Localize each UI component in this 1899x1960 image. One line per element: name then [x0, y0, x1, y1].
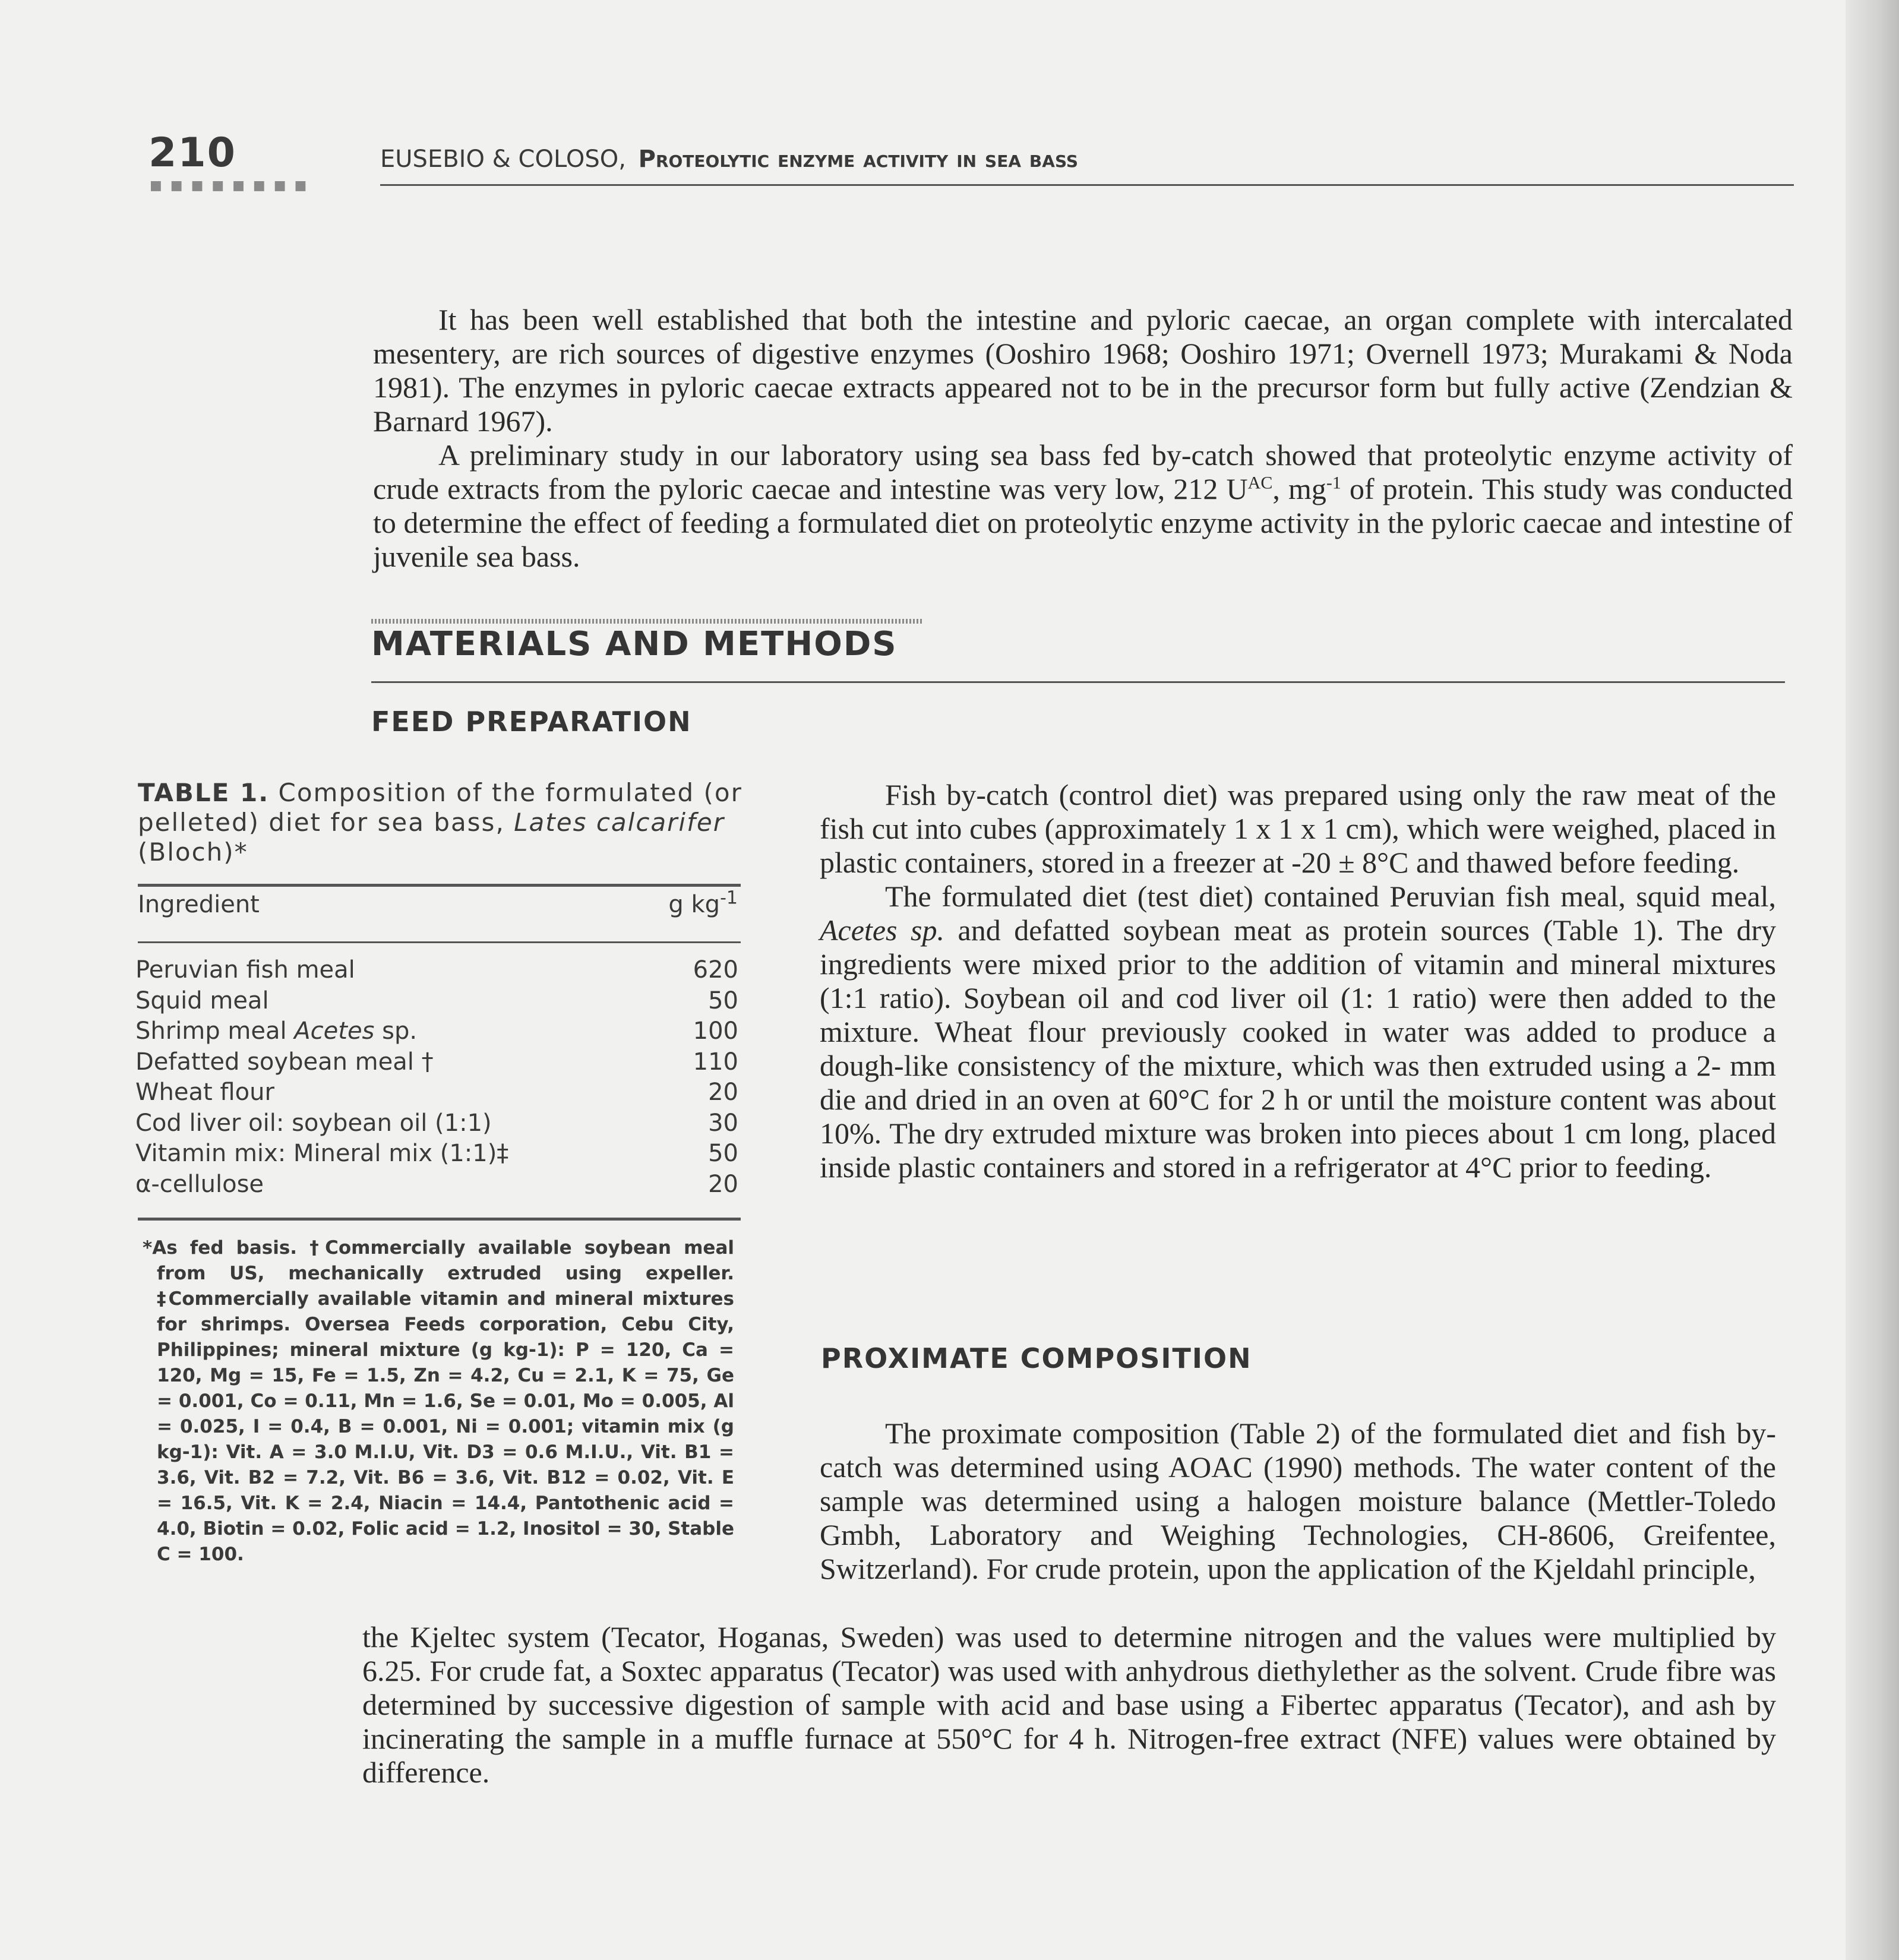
ingredient-name-genus: Acetes: [294, 1017, 375, 1045]
proximate-composition-heading: PROXIMATE COMPOSITION: [821, 1342, 1252, 1374]
table-header: [138, 887, 738, 918]
ingredient-value: 20: [708, 1079, 738, 1106]
table-label: TABLE 1.: [138, 778, 270, 807]
table-footnote: [140, 1235, 734, 1567]
intro-p2-part-c: of protein. This study was conducted to determine the effect of feeding a formulated diet on proteolytic enzyme activity in the pyloric caecae and intestine of juvenile sea bass.: [373, 472, 1793, 573]
ingredient-value: 30: [708, 1109, 738, 1137]
intro-p2-sup-ac: AC: [1247, 473, 1273, 493]
section-title: MATERIALS AND METHODS: [371, 625, 898, 663]
intro-p2-sup-minus-one: -1: [1326, 473, 1341, 493]
proximate-paragraph-1: The proximate composition (Table 2) of the formulated diet and fish by-catch was determined using AOAC (1990) methods. The water content of the sample was determined using a halogen moisture balance (Mettler-Toledo Gmbh, Laboratory and Weighing Technologies, CH-8606, Greifentee, Switzerland). For crude protein, upon the application of the Kjeldahl principle,: [820, 1417, 1776, 1585]
ingredient-value: 110: [693, 1048, 738, 1076]
ingredient-name: α-cellulose: [135, 1170, 264, 1198]
table-footnote-text: *As fed basis. †Commercially available soybean meal from US, mechanically extruded using expeller. ‡Commercially available vitamin and mineral mixtures for shrimps. Oversea Feeds corporation, Cebu City, Philippines; mineral mixture (g kg-1): P = 120, Ca = 120, Mg = 15, Fe = 1.5, Zn = 4.2, Cu = 2.1, K = 75, Ge = 0.001, Co = 0.11, Mn = 1.6, Se = 0.01, Mo = 0.005, Al = 0.025, I = 0.4, B = 0.001, Ni = 0.001; vitamin mix (g kg-1): Vit. A = 3.0 M.I.U, Vit. D3 = 0.6 M.I.U., Vit. B1 = 3.6, Vit. B2 = 7.2, Vit. B6 = 3.6, Vit. B12 = 0.02, Vit. E = 16.5, Vit. K = 2.4, Niacin = 14.4, Pantothenic acid = 4.0, Biotin = 0.02, Folic acid = 1.2, Inositol = 30, Stable C = 100.: [143, 1237, 734, 1565]
page-number-dots: ■■■■■■■■: [150, 178, 315, 193]
table-caption-text-b: (Bloch)*: [138, 837, 248, 867]
table-row: [135, 1077, 738, 1108]
intro-p2-part-b: , mg: [1272, 472, 1326, 505]
table-top-rule: [138, 884, 741, 887]
feed-p2-part-a: The formulated diet (test diet) contained Peruvian fish meal, squid meal,: [885, 880, 1776, 913]
ingredient-name: Peruvian fish meal: [135, 956, 355, 984]
header-rule: [380, 184, 1794, 186]
ingredient-name: Wheat flour: [135, 1079, 274, 1106]
intro-text: [373, 303, 1793, 574]
table-caption-species: Lates calcarifer: [514, 808, 725, 837]
feed-paragraph-1: Fish by-catch (control diet) was prepared using only the raw meat of the fish cut into cubes (approximately 1 x 1 x 1 cm), which were weighed, placed in plastic containers, stored in a freezer at -20 ± 8°C and thawed before feeding.: [820, 778, 1776, 879]
table-bottom-rule: [138, 1218, 741, 1221]
proximate-paragraph-2: the Kjeltec system (Tecator, Hoganas, Sweden) was used to determine nitrogen and the values were multiplied by 6.25. For crude fat, a Soxtec apparatus (Tecator) was used with anhydrous diethylether as the solvent. Crude fibre was determined by successive digestion of sample with acid and base using a Fibertec apparatus (Tecator), and ash by incinerating the sample in a muffle furnace at 550°C for 4 h. Nitrogen-free extract (NFE) values were obtained by difference.: [362, 1620, 1776, 1789]
page-edge-shadow: [1846, 0, 1899, 1960]
intro-paragraph-2: [373, 438, 1793, 574]
ingredient-name: Defatted soybean meal †: [135, 1048, 434, 1076]
feed-preparation-heading: FEED PREPARATION: [371, 706, 692, 738]
table-header-rule: [138, 941, 741, 943]
table-header-unit: [668, 887, 738, 918]
ingredient-name: Cod liver oil: soybean oil (1:1): [135, 1109, 492, 1137]
ingredient-value: 20: [708, 1170, 738, 1198]
ingredient-name-part: sp.: [374, 1017, 418, 1045]
table-row: [135, 986, 738, 1017]
table-header-ingredient: Ingredient: [138, 891, 260, 918]
ingredient-value: 50: [708, 987, 738, 1014]
running-header-authors: EUSEBIO & COLOSO,: [380, 146, 626, 173]
proximate-continued-text: [362, 1620, 1776, 1790]
ingredient-name: Vitamin mix: Mineral mix (1:1)‡: [135, 1140, 509, 1167]
table-body: [135, 955, 738, 1200]
feed-paragraph-2: [820, 880, 1776, 1184]
table-row: [135, 1047, 738, 1078]
table-row: [135, 1139, 738, 1169]
table-header-unit-sup: -1: [720, 887, 738, 909]
section-rule: [371, 681, 1785, 683]
ingredient-name-part: Shrimp meal: [135, 1017, 295, 1045]
intro-paragraph-1: It has been well established that both the intestine and pyloric caecae, an organ complete with intercalated mesentery, are rich sources of digestive enzymes (Ooshiro 1968; Ooshiro 1971; Overnell 1973; Murakami & Noda 1981). The enzymes in pyloric caecae extracts appeared not to be in the precursor form but fully active (Zendzian & Barnard 1967).: [373, 303, 1793, 438]
table-row: [135, 1016, 738, 1047]
table-caption-text-a: Composition of the formulated (or pelleted) diet for sea bass,: [138, 778, 742, 837]
intro-p2-part-a: A preliminary study in our laboratory using sea bass fed by-catch showed that proteolytic enzyme activity of crude extracts from the pyloric caecae and intestine was very low, 212 U: [373, 438, 1793, 505]
section-dotted-rule: [371, 619, 924, 624]
table-row: [135, 955, 738, 986]
feed-preparation-text: [820, 778, 1776, 1184]
ingredient-value: 100: [693, 1017, 738, 1045]
ingredient-name: Squid meal: [135, 987, 269, 1014]
feed-p2-part-b: and defatted soybean meat as protein sources (Table 1). The dry ingredients were mixed prior to the addition of vitamin and mineral mixtures (1:1 ratio). Soybean oil and cod liver oil (1: 1 ratio) were then added to the mixture. Wheat flour previously cooked in water was added to produce a dough-like consistency of the mixture, which was then extruded using a 2- mm die and dried in an oven at 60°C for 2 h or until the moisture content was about 10%. The dry extruded mixture was broken into pieces about 1 cm long, placed inside plastic containers and stored in a refrigerator at 4°C prior to feeding.: [820, 913, 1776, 1184]
ingredient-value: 620: [693, 956, 738, 984]
running-header-title: Proteolytic enzyme activity in sea bass: [638, 146, 1079, 173]
table-row: [135, 1108, 738, 1139]
ingredient-name: [135, 1017, 417, 1045]
proximate-text: [820, 1417, 1776, 1586]
feed-p2-genus: Acetes sp.: [820, 913, 944, 947]
table-caption: [138, 778, 744, 867]
table-header-unit-text: g kg: [668, 891, 721, 918]
page-number: 210: [148, 129, 236, 176]
running-header: [380, 146, 1078, 173]
table-row: [135, 1169, 738, 1200]
ingredient-value: 50: [708, 1140, 738, 1167]
